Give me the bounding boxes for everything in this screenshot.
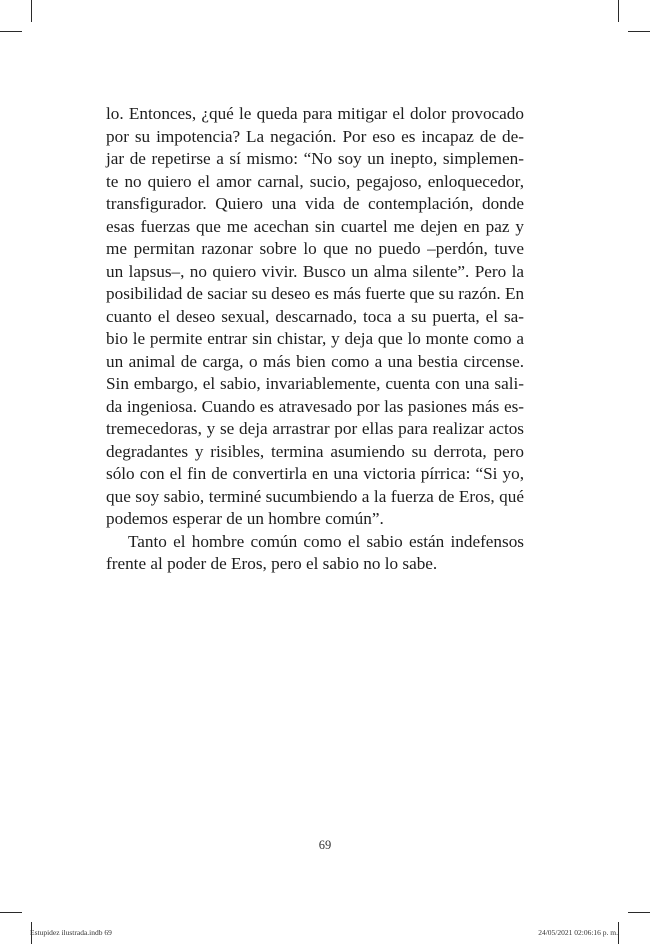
text-line: un animal de carga, o más bien como a una bestia circense. <box>106 351 524 371</box>
text-line: Sin embargo, el sabio, invariablemente, cuenta con una sali- <box>106 374 524 393</box>
crop-mark-bottom-right-vertical <box>618 922 619 944</box>
text-line: sólo con el fin de convertirla en una victoria pírrica: “Si yo, <box>106 464 524 483</box>
crop-mark-top-left-horizontal <box>0 31 22 32</box>
text-line: jar de repetirse a sí mismo: “No soy un inepto, simplemen- <box>106 149 524 168</box>
paragraph <box>106 531 524 576</box>
text-line: posibilidad de saciar su deseo es más fuerte que su razón. En <box>106 284 525 303</box>
text-line: por su impotencia? La negación. Por eso es incapaz de de- <box>106 126 524 146</box>
text-line: da ingeniosa. Cuando es atravesado por las pasiones más es- <box>106 396 524 416</box>
text-line: transfigurador. Quiero una vida de contemplación, donde <box>106 194 524 213</box>
text-line: un lapsus–, no quiero vivir. Busco un alma silente”. Pero la <box>106 261 524 281</box>
text-line: te no quiero el amor carnal, sucio, pegajoso, enloquecedor, <box>106 171 524 191</box>
crop-mark-top-right-horizontal <box>628 31 650 32</box>
text-line: lo. Entonces, ¿qué le queda para mitigar el dolor provocado <box>106 104 524 123</box>
text-line: podemos esperar de un hombre común”. <box>106 509 384 528</box>
crop-mark-bottom-right-horizontal <box>628 912 650 913</box>
slug-filename: Estupidez ilustrada.indb 69 <box>30 928 112 937</box>
crop-mark-top-left-vertical <box>31 0 32 22</box>
text-line: esas fuerzas que me acechan sin cuartel me dejen en paz y <box>106 216 524 236</box>
text-line: bio le permite entrar sin chistar, y deja que lo monte como a <box>106 329 524 348</box>
body-text <box>106 103 524 576</box>
crop-mark-top-right-vertical <box>618 0 619 22</box>
paragraph <box>106 103 524 531</box>
text-line: degradantes y risibles, termina asumiendo su derrota, pero <box>106 441 524 461</box>
text-line: Tanto el hombre común como el sabio están indefensos <box>128 531 524 551</box>
text-line: tremecedoras, y se deja arrastrar por ellas para realizar actos <box>106 419 524 438</box>
page-number: 69 <box>318 838 332 852</box>
slug-timestamp: 24/05/2021 02:06:16 p. m. <box>538 928 618 937</box>
text-line: me permitan razonar sobre lo que no puedo –perdón, tuve <box>106 239 524 258</box>
text-line: cuanto el deseo sexual, descarnado, toca a su puerta, el sa- <box>106 306 524 326</box>
text-line: que soy sabio, terminé sucumbiendo a la fuerza de Eros, qué <box>106 486 524 506</box>
crop-mark-bottom-left-horizontal <box>0 912 22 913</box>
text-line: frente al poder de Eros, pero el sabio no lo sabe. <box>106 554 438 573</box>
